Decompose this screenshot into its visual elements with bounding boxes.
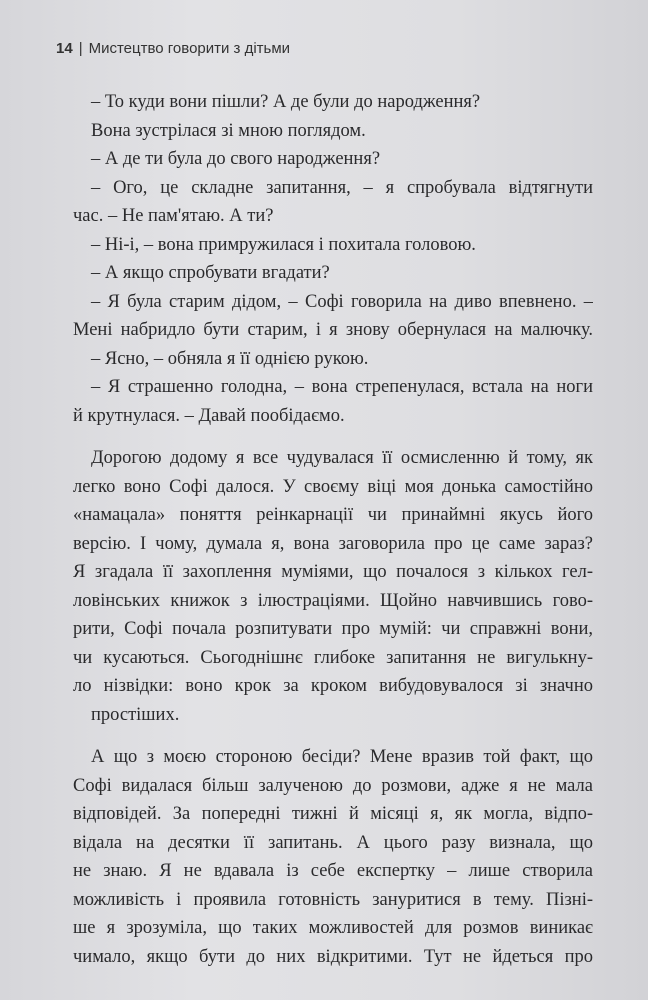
text-line: Софі видалася більш залученою до розмови, адже я не мала bbox=[73, 775, 593, 796]
text-line: – Ого, це складне запитання, – я спробувала відтягнути bbox=[91, 177, 593, 198]
text-line: – Ні-і, – вона примружилася і похитала головою. bbox=[91, 234, 476, 255]
text-line: не знаю. Я не вдавала із себе експертку – лише створила bbox=[73, 861, 593, 881]
text-line: Вона зустрілася зі мною поглядом. bbox=[91, 120, 366, 141]
text-line: – Я страшенно голодна, – вона стрепенулася, встала на ноги bbox=[91, 377, 593, 397]
text-line: – То куди вони пішли? А де були до народження? bbox=[91, 92, 481, 112]
text-line: чи кусаються. Сьогоднішнє глибоке запитання не вигулькну- bbox=[73, 647, 593, 668]
text-line: й крутнулася. – Давай пообідаємо. bbox=[73, 405, 345, 426]
page-number: 14 bbox=[56, 40, 73, 57]
text-line: – А якщо спробувати вгадати? bbox=[91, 263, 330, 283]
text-line: легко воно Софі далося. У своєму віці моя донька самостійно bbox=[73, 476, 593, 497]
header-separator: | bbox=[78, 40, 83, 57]
body-text bbox=[73, 88, 593, 971]
text-line: рити, Софі почала розпитувати про мумій: чи справжні вони, bbox=[73, 619, 593, 639]
text-line: чимало, якщо бути до них відкритими. Тут не йдеться про bbox=[73, 946, 593, 967]
text-line: Я згадала її захоплення муміями, що почалося з кількох гел- bbox=[73, 562, 593, 582]
text-line: А що з моєю стороною бесіди? Мене вразив той факт, що bbox=[91, 747, 593, 767]
text-line: відала на десятки її запитань. А цього разу визнала, що bbox=[73, 832, 593, 853]
text-line: – Я була старим дідом, – Софі говорила на диво впевнено. – bbox=[91, 291, 593, 312]
text-line: час. – Не пам'ятаю. А ти? bbox=[73, 206, 274, 226]
running-header bbox=[56, 40, 290, 57]
text-line: ло нізвідки: воно крок за кроком вибудовувалося зі значно bbox=[73, 676, 593, 696]
book-title: Мистецтво говорити з дітьми bbox=[88, 40, 291, 57]
text-line: простіших. bbox=[91, 704, 180, 725]
text-line: ловінських книжок з ілюстраціями. Щойно навчившись гово- bbox=[73, 590, 593, 611]
text-line: – А де ти була до свого народження? bbox=[91, 149, 381, 169]
text-line: ше я зрозуміла, що таких можливостей для розмов виникає bbox=[73, 918, 593, 938]
text-line: відповідей. За попередні тижні й місяці я, як могла, відпо- bbox=[73, 804, 593, 824]
text-line: можливість і проявила готовність зануритися в тему. Пізні- bbox=[73, 889, 593, 910]
text-line: – Ясно, – обняла я її однією рукою. bbox=[91, 348, 369, 369]
text-line: версію. І чому, думала я, вона заговорила про це саме зараз? bbox=[73, 533, 593, 554]
text-line: Мені набридло бути старим, і я знову обернулася на малючку. bbox=[73, 320, 593, 340]
text-line: «намацала» поняття реінкарнації чи принаймні якусь його bbox=[73, 505, 593, 525]
text-line: Дорогою додому я все чудувалася її осмисленню й тому, як bbox=[91, 448, 593, 468]
